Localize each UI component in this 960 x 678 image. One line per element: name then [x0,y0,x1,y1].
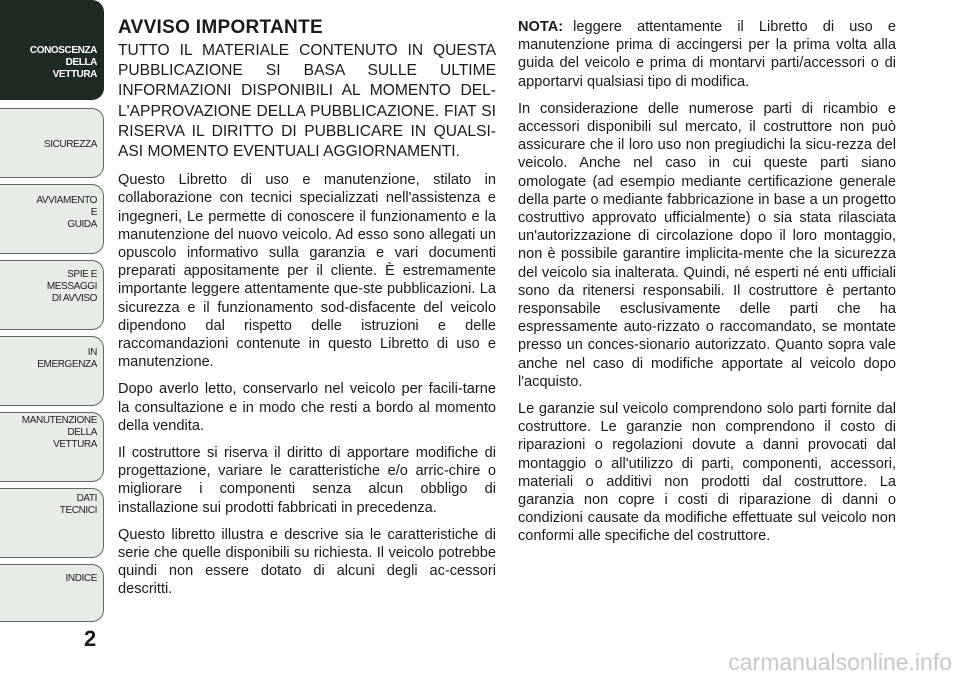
paragraph: Il costruttore si riserva il diritto di apportare modifiche di progettazione, variare le caratteristiche e/o arric-chire o migliorare i componenti senza alcun obbligo di installazione sui prodotti fabbricati in precedenza. [118,445,496,516]
note-paragraph [518,18,896,91]
page-number: 2 [84,626,97,651]
paragraph: Questo libretto illustra e descrive sia le caratteristiche di serie che quelle disponibili su richiesta. Il veicolo potrebbe quindi non essere dotato di alcuni degli ac-cessori descritti. [118,526,496,598]
right-column [518,18,896,555]
paragraph: Le garanzie sul veicolo comprendono solo parti fornite dal costruttore. Le garanzie non comprendono il costo di riparazioni o regolazioni dovute a danni provocati dal montaggio o all'utilizzo di parti, componenti, accessori, materiali o additivi non prodotti dal costruttore. La garanzia non copre i costi di riparazione di danni o condizioni causate da modifiche effettuate sul veicolo non conformi alle specifiche del costruttore. [518,401,896,545]
tab-spie-e-messaggi[interactable]: SPIE E MESSAGGI DI AVVISO [0,260,104,330]
tab-conoscenza-della-vettura[interactable]: CONOSCENZA DELLA VETTURA [0,0,104,100]
tab-dati-tecnici[interactable]: DATI TECNICI [0,488,104,558]
paragraph: Questo Libretto di uso e manutenzione, stilato in collaborazione con tecnici specializzati nell'assistenza e ingegneri, Le permette di conoscere il funzionamento e la manutenzione del nuovo veicolo. Ad esso sono allegati un opuscolo informativo sulla garanzia e vari documenti preparati appositamente per il cliente. È estremamente importante leggere attentamente que-ste pubblicazioni. La sicurezza e il funzionamento sod-disfacente del veicolo dipendono dal rispetto delle istruzioni e delle raccomandazioni contenute in questo Libretto di uso e manutenzione. [118,172,496,371]
section-heading: AVVISO IMPORTANTE [118,17,323,38]
tab-indice[interactable]: INDICE [0,564,104,622]
left-column [118,18,496,608]
tab-manutenzione-della-vettura[interactable]: MANUTENZIONE DELLA VETTURA [0,412,104,482]
caps-notice: TUTTO IL MATERIALE CONTENUTO IN QUESTA PUBBLICAZIONE SI BASA SULLE ULTIME INFORMAZIONI DISPONIBILI AL MOMENTO DEL-L'APPROVAZIONE DELLA PUBBLICAZIONE. FIAT SI RISERVA IL DIRITTO DI PUBBLICARE IN QUALSI-ASI MOMENTO EVENTUALI AGGIORNAMENTI. [118,42,496,161]
section-sidebar [0,0,108,678]
watermark: carmanualsonline.info [728,649,952,675]
note-label: NOTA: [518,19,564,35]
note-text: leggere attentamente il Libretto di uso e manutenzione prima di accingersi per la prima volta alla guida del veicolo e prima di montarvi parti/accessori o di apportarvi qualsiasi tipo di modifica. [518,19,896,90]
tab-in-emergenza[interactable]: IN EMERGENZA [0,336,104,406]
paragraph: Dopo averlo letto, conservarlo nel veicolo per facili-tarne la consultazione e in modo che resti a bordo al momento della vendita. [118,381,496,434]
paragraph: In considerazione delle numerose parti di ricambio e accessori disponibili sul mercato, il costruttore non può assicurare che il loro uso non pregiudichi la sicu-rezza del veicolo. Anche nel caso in cui queste parti siano omologate (ad esempio mediante certificazione generale della parte o mediante fabbricazione in base a un progetto costruttivo approvato ufficialmente) o sia stata rilasciata un'autorizzazione di circolazione dopo il loro montaggio, non è possibile garantire implicita-mente che la sicurezza del veicolo sia inalterata. Quindi, né esperti né enti ufficiali sono da ritenersi responsabili. Il costruttore è pertanto responsabile esclusivamente delle parti che ha espressamente auto-rizzato o raccomandato, se montate presso un conces-sionario autorizzato. Quanto sopra vale anche nel caso di modifiche apportate al veicolo dopo l'acquisto. [518,100,896,390]
tab-sicurezza[interactable]: SICUREZZA [0,108,104,178]
tab-avviamento-e-guida[interactable]: AVVIAMENTO E GUIDA [0,184,104,254]
